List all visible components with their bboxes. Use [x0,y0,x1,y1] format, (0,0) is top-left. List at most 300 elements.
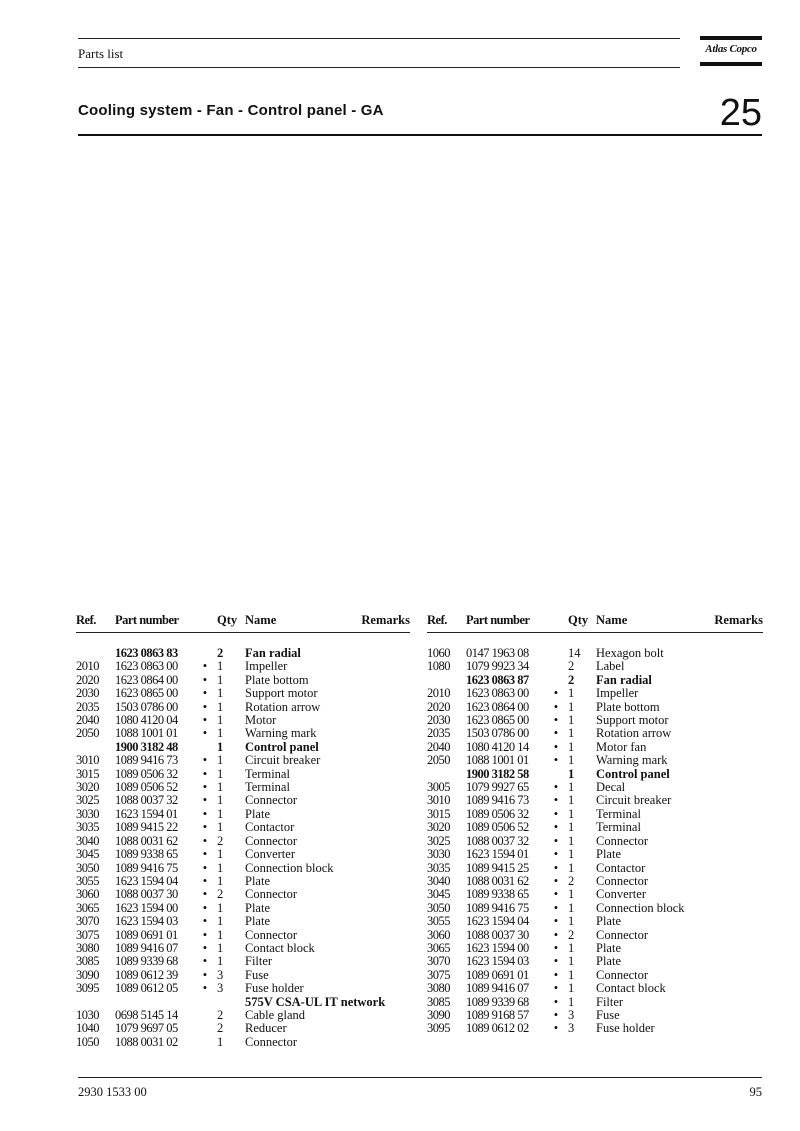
cell-qty: 1 [568,780,575,795]
cell-ref: 3045 [427,887,450,902]
cell-ref: 2050 [427,753,450,768]
cell-qty: 1 [217,900,224,915]
cell-part-number: 1623 0865 00 [466,713,529,728]
cell-qty: 1 [217,713,224,728]
cell-qty: 1 [217,780,224,795]
cell-qty: 1 [217,914,224,929]
cell-name: Hexagon bolt [596,646,664,660]
cell-qty: 1 [217,873,224,888]
cell-ref: 1030 [76,1007,99,1022]
table-row [427,687,763,700]
table-row [427,781,763,794]
cell-name: Motor fan [596,739,647,754]
cell-marker: • [553,954,559,969]
cell-qty: 14 [568,646,581,660]
cell-qty: 1 [217,1034,224,1049]
cell-part-number: 1089 9338 65 [115,847,178,862]
cell-part-number: 1900 3182 48 [115,739,178,754]
col-header-marker [193,613,217,633]
cell-marker: • [553,847,559,862]
cell-marker: • [202,914,208,929]
table-row [427,1009,763,1022]
cell-part-number: 1089 9416 75 [466,900,529,915]
cell-marker: • [553,820,559,835]
cell-marker [193,633,217,661]
cell-ref: 3035 [427,860,450,875]
cell-marker: • [202,659,208,674]
cell-part-number: 1089 0612 05 [115,981,178,996]
cell-qty: 1 [217,847,224,862]
cell-qty [217,996,245,1009]
cell-part-number: 1623 1594 03 [115,914,178,929]
cell-marker: • [202,726,208,741]
cell-marker: • [553,833,559,848]
footer-rule [78,1077,762,1078]
cell-marker [193,996,217,1009]
cell-qty: 1 [568,793,575,808]
cell-marker: • [202,954,208,969]
cell-part-number: 0147 1963 08 [466,646,529,660]
cell-marker: • [202,686,208,701]
cell-name: Circuit breaker [245,753,321,768]
cell-part-number: 1503 0786 00 [115,699,178,714]
table-row [76,781,410,794]
cell-name: Fan radial [596,672,652,687]
cell-part-number: 1088 0031 62 [466,873,529,888]
cell-qty: 1 [568,713,575,728]
cell-ref: 3040 [76,833,99,848]
cell-name: Connector [245,887,298,902]
cell-part-number: 1089 9416 73 [466,793,529,808]
cell-part-number: 1089 9415 22 [115,820,178,835]
col-header-part-number: Part number [466,613,544,633]
footer-doc-code: 2930 1533 00 [78,1085,147,1099]
cell-ref: 3050 [427,900,450,915]
cell-ref: 2040 [76,713,99,728]
cell-name: Label [596,659,625,674]
cell-ref: 3025 [76,793,99,808]
cell-part-number: 1089 0612 02 [466,1021,529,1036]
cell-qty: 1 [217,954,224,969]
cell-qty: 2 [568,927,575,942]
table-row [76,982,410,995]
cell-ref: 1050 [76,1034,99,1049]
table-row [427,942,763,955]
table-row [76,741,410,754]
cell-qty: 2 [217,1021,224,1036]
cell-ref: 3030 [76,806,99,821]
cell-ref: 3070 [427,954,450,969]
cell-name: Terminal [245,780,290,795]
table-row [427,821,763,834]
cell-part-number: 1089 0506 32 [115,766,178,781]
cell-name: Fuse [596,1007,620,1022]
cell-qty: 1 [568,887,575,902]
cell-qty: 1 [568,766,575,781]
cell-qty: 3 [217,981,224,996]
cell-part-number: 1089 0506 52 [466,820,529,835]
cell-marker [544,674,568,687]
logo-text: Atlas Copco [705,43,757,55]
table-row [76,915,410,928]
cell-ref: 3060 [427,927,450,942]
cell-qty: 1 [568,967,575,982]
cell-part-number: 1089 0612 39 [115,967,178,982]
table-row [427,674,763,687]
cell-part-number: 0698 5145 14 [115,1007,178,1022]
cell-qty: 1 [217,659,224,674]
cell-marker: • [553,1021,559,1036]
cell-name: Support motor [596,713,669,728]
cell-marker: • [202,793,208,808]
cell-marker: • [553,927,559,942]
header-label: Parts list [78,46,124,61]
cell-name: Contact block [245,940,315,955]
cell-name: Connector [245,927,298,942]
cell-ref: 3010 [427,793,450,808]
table-row [427,902,763,915]
table-row [76,794,410,807]
cell-ref: 3070 [76,914,99,929]
cell-ref: 3030 [427,847,450,862]
cell-qty: 1 [217,766,224,781]
cell-name: Connector [596,967,649,982]
cell-qty: 1 [568,900,575,915]
cell-marker [193,1022,217,1035]
cell-name: Terminal [596,820,641,835]
logo-bar-top [700,36,762,40]
cell-name: Cable gland [245,1007,306,1022]
cell-name: Connection block [596,900,685,915]
cell-marker: • [553,914,559,929]
cell-part-number: 1900 3182 58 [466,766,529,781]
col-header-marker [544,613,568,633]
cell-ref: 1080 [427,659,450,674]
cell-ref: 3055 [76,873,99,888]
cell-name: Connector [596,873,649,888]
cell-ref: 3015 [427,806,450,821]
cell-name: Filter [245,954,273,969]
cell-ref: 3090 [76,967,99,982]
cell-name: Fuse holder [245,981,304,996]
cell-marker: • [553,887,559,902]
col-header-qty: Qty [568,613,596,633]
cell-part-number: 1080 4120 04 [115,713,178,728]
cell-marker: • [202,981,208,996]
cell-ref: 2050 [76,726,99,741]
cell-name: Plate bottom [596,699,660,714]
cell-marker: • [202,766,208,781]
cell-ref: 3095 [427,1021,450,1036]
cell-name: Converter [245,847,295,862]
table-row [76,902,410,915]
table-row [427,955,763,968]
cell-ref: 3065 [76,900,99,915]
cell-part-number: 1088 0031 02 [115,1034,178,1049]
table-row [427,888,763,901]
table-row [76,674,410,687]
cell-part-number: 1623 1594 00 [466,940,529,955]
cell-qty: 1 [217,860,224,875]
cell-ref: 3040 [427,873,450,888]
cell-name: Plate [245,914,270,929]
cell-part-number: 1089 0506 52 [115,780,178,795]
cell-name: Control panel [245,739,319,754]
cell-qty: 1 [217,793,224,808]
cell-name: Support motor [245,686,318,701]
cell-qty: 3 [568,1021,575,1036]
table-row [427,754,763,767]
table-row [76,808,410,821]
cell-ref: 3050 [76,860,99,875]
cell-marker [193,1036,217,1049]
cell-marker: • [553,780,559,795]
cell-qty: 1 [217,806,224,821]
cell-part-number: 1088 0037 32 [115,793,178,808]
cell-name: Fuse [245,967,269,982]
cell-qty: 2 [217,1007,224,1022]
cell-name: Connector [596,833,649,848]
cell-name: Plate [596,954,621,969]
cell-qty: 1 [217,820,224,835]
cell-qty: 1 [568,753,575,768]
cell-ref: 1040 [76,1021,99,1036]
cell-ref: 2010 [76,659,99,674]
cell-ref: 3080 [427,981,450,996]
cell-part-number: 1079 9927 65 [466,780,529,795]
col-header-remarks: Remarks [310,613,410,633]
cell-ref: 3025 [427,833,450,848]
cell-marker: • [553,940,559,955]
cell-name: Warning mark [596,753,668,768]
section-number: 25 [719,92,762,134]
cell-qty: 1 [568,954,575,969]
table-row [76,929,410,942]
cell-part-number: 1088 0037 32 [466,833,529,848]
cell-qty: 1 [568,860,575,875]
table-row [76,660,410,673]
table-row [427,808,763,821]
cell-marker: • [553,873,559,888]
cell-name: Connector [245,833,298,848]
table-header-row [427,613,763,633]
cell-qty: 1 [217,686,224,701]
cell-qty: 2 [217,646,224,660]
cell-marker: • [553,1007,559,1022]
table-row [76,754,410,767]
table-row [427,701,763,714]
cell-part-number: 1503 0786 00 [466,726,529,741]
table-row [76,701,410,714]
cell-part-number: 1089 9416 73 [115,753,178,768]
cell-part-number: 1623 0863 00 [115,659,178,674]
col-header-part-number: Part number [115,613,193,633]
cell-name: Plate [596,940,621,955]
cell-ref: 2020 [427,699,450,714]
cell-marker [193,741,217,754]
cell-qty: 1 [568,914,575,929]
cell-name: Connector [596,927,649,942]
cell-marker: • [553,994,559,1009]
cell-marker: • [553,713,559,728]
cell-marker: • [202,940,208,955]
cell-part-number: 1089 9338 65 [466,887,529,902]
col-header-name: Name [245,613,310,633]
cell-ref: 3085 [76,954,99,969]
table-row [76,996,410,1009]
cell-part-number: 1623 1594 01 [466,847,529,862]
table-row [76,1009,410,1022]
table-row [427,741,763,754]
table-row [76,714,410,727]
table-row [427,969,763,982]
cell-marker: • [202,753,208,768]
cell-part-number [115,996,193,1009]
cell-qty: 1 [217,753,224,768]
cell-marker: • [202,780,208,795]
cell-name: Plate [596,914,621,929]
cell-name: Connector [245,793,298,808]
cell-ref: 2035 [427,726,450,741]
cell-ref [76,633,115,661]
cell-qty: 1 [568,940,575,955]
cell-qty: 1 [568,726,575,741]
cell-part-number: 1623 0863 83 [115,646,178,660]
cell-part-number: 1089 9416 75 [115,860,178,875]
cell-qty: 2 [568,672,575,687]
cell-qty: 3 [217,967,224,982]
cell-name: Contactor [596,860,646,875]
cell-qty: 2 [568,873,575,888]
cell-qty: 1 [217,726,224,741]
cell-marker [544,768,568,781]
cell-marker: • [202,860,208,875]
cell-ref: 1060 [427,646,450,660]
cell-part-number: 1089 9339 68 [115,954,178,969]
table-row [427,714,763,727]
cell-marker: • [202,887,208,902]
cell-ref [76,741,115,754]
cell-part-number: 1623 1594 04 [466,914,529,929]
cell-marker: • [553,981,559,996]
logo-bar-bottom [700,62,762,66]
cell-qty: 1 [568,699,575,714]
cell-ref: 3015 [76,766,99,781]
title-rule [78,134,762,136]
table-row [427,1022,763,1035]
table-row [76,875,410,888]
cell-part-number: 1088 0031 62 [115,833,178,848]
cell-qty: 1 [217,940,224,955]
cell-marker: • [202,847,208,862]
cell-marker: • [202,833,208,848]
parts-table-right-body [427,633,763,1036]
header-rule-bottom [78,67,680,68]
table-row [76,1036,410,1049]
cell-marker [193,1009,217,1022]
cell-part-number: 1088 1001 01 [115,726,178,741]
cell-ref: 3010 [76,753,99,768]
table-row [76,969,410,982]
cell-ref: 3045 [76,847,99,862]
cell-marker: • [553,726,559,741]
table-row [76,1022,410,1035]
cell-ref: 2035 [76,699,99,714]
cell-ref: 3085 [427,994,450,1009]
cell-name: Filter [596,994,624,1009]
cell-name: 575V CSA-UL IT network [245,994,386,1009]
cell-name: Control panel [596,766,670,781]
cell-name: Contactor [245,820,295,835]
cell-ref: 2030 [427,713,450,728]
cell-qty: 1 [217,672,224,687]
cell-name: Fan radial [245,646,301,660]
cell-part-number: 1088 0037 30 [466,927,529,942]
cell-part-number: 1623 0864 00 [466,699,529,714]
cell-marker: • [202,900,208,915]
cell-ref: 3035 [76,820,99,835]
cell-ref: 3080 [76,940,99,955]
table-row [76,848,410,861]
cell-ref: 3020 [427,820,450,835]
table-row [76,687,410,700]
cell-name: Plate [245,900,270,915]
cell-name: Decal [596,780,626,795]
cell-name: Motor [245,713,277,728]
cell-marker: • [553,793,559,808]
cell-ref: 2030 [76,686,99,701]
cell-part-number: 1089 9416 07 [466,981,529,996]
cell-marker [544,660,568,673]
cell-qty: 1 [217,699,224,714]
cell-ref [76,996,115,1009]
cell-ref: 3005 [427,780,450,795]
cell-qty: 1 [568,739,575,754]
cell-marker: • [202,873,208,888]
table-row [427,875,763,888]
cell-marker: • [553,860,559,875]
cell-ref: 3090 [427,1007,450,1022]
cell-qty: 1 [568,981,575,996]
col-header-name: Name [596,613,661,633]
cell-name: Fuse holder [596,1021,655,1036]
cell-name: Plate bottom [245,672,309,687]
brand-logo [700,36,762,66]
cell-name: Plate [245,806,270,821]
cell-qty: 1 [568,833,575,848]
table-row [76,862,410,875]
cell-qty: 1 [568,806,575,821]
cell-marker: • [202,672,208,687]
table-row [427,929,763,942]
table-row [427,794,763,807]
table-row [76,955,410,968]
cell-name: Plate [245,873,270,888]
table-row [76,768,410,781]
cell-part-number: 1079 9923 34 [466,659,529,674]
parts-table-left [76,613,410,1049]
cell-marker: • [202,967,208,982]
cell-qty: 1 [217,739,224,754]
cell-marker: • [553,900,559,915]
cell-marker: • [553,686,559,701]
cell-marker: • [553,699,559,714]
table-row [427,633,763,661]
cell-part-number: 1088 1001 01 [466,753,529,768]
cell-part-number: 1623 0863 87 [466,672,529,687]
section-title: Cooling system - Fan - Control panel - GA [78,102,384,119]
cell-qty: 1 [568,847,575,862]
